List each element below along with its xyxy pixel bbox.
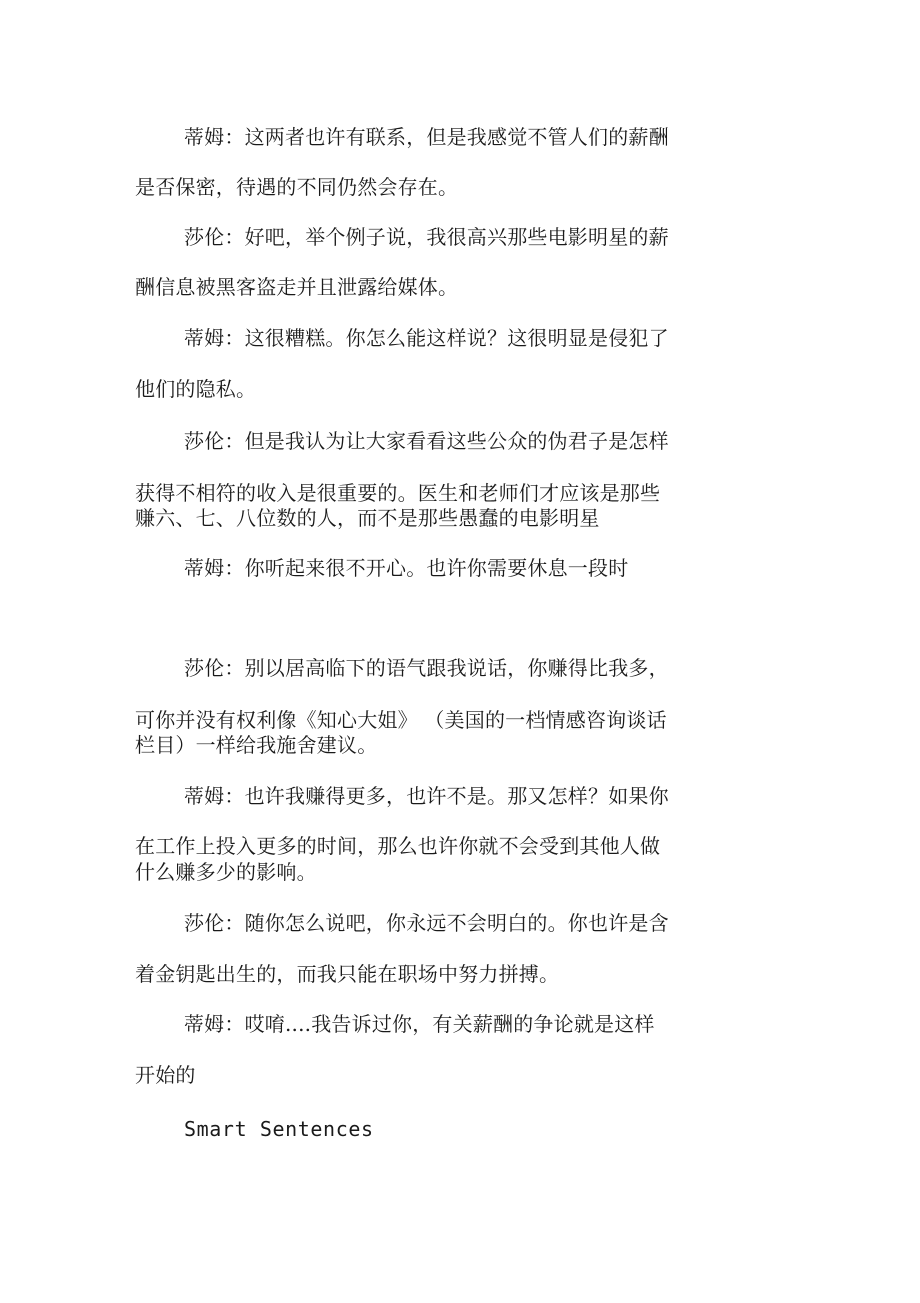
paragraph-line: 开始的 <box>135 1063 196 1087</box>
paragraph-line: 蒂姆：你听起来很不开心。也许你需要休息一段时 <box>184 556 629 580</box>
paragraph-line: 栏目）一样给我施舍建议。 <box>135 733 378 757</box>
paragraph-line: 蒂姆：这很糟糕。你怎么能这样说？这很明显是侵犯了 <box>184 326 669 350</box>
paragraph-line: 赚六、七、八位数的人，而不是那些愚蠢的电影明星 <box>135 506 600 530</box>
paragraph-line: 蒂姆：这两者也许有联系，但是我感觉不管人们的薪酬 <box>184 125 669 149</box>
paragraph-line: 蒂姆：也许我赚得更多，也许不是。那又怎样？如果你 <box>184 784 669 808</box>
paragraph-line: 是否保密，待遇的不同仍然会存在。 <box>135 175 459 199</box>
paragraph-line: 什么赚多少的影响。 <box>135 860 317 884</box>
section-heading: Smart Sentences <box>184 1117 374 1141</box>
paragraph-line: 在工作上投入更多的时间，那么也许你就不会受到其他人做 <box>135 834 661 858</box>
paragraph-line: 莎伦：好吧，举个例子说，我很高兴那些电影明星的薪 <box>184 225 669 249</box>
paragraph-line: 莎伦：别以居高临下的语气跟我说话，你赚得比我多， <box>184 656 669 680</box>
paragraph-line: 获得不相符的收入是很重要的。医生和老师们才应该是那些 <box>135 481 661 505</box>
paragraph-line: 莎伦：但是我认为让大家看看这些公众的伪君子是怎样 <box>184 429 669 453</box>
paragraph-line: 酬信息被黑客盗走并且泄露给媒体。 <box>135 275 459 299</box>
paragraph-line: 莎伦：随你怎么说吧，你永远不会明白的。你也许是含 <box>184 911 669 935</box>
paragraph-line: 蒂姆：哎唷....我告诉过你，有关薪酬的争论就是这样 <box>184 1012 655 1036</box>
paragraph-line: 他们的隐私。 <box>135 377 257 401</box>
paragraph-line: 着金钥匙出生的，而我只能在职场中努力拼搏。 <box>135 962 560 986</box>
paragraph-line: 可你并没有权利像《知心大姐》 （美国的一档情感咨询谈话 <box>135 708 667 732</box>
